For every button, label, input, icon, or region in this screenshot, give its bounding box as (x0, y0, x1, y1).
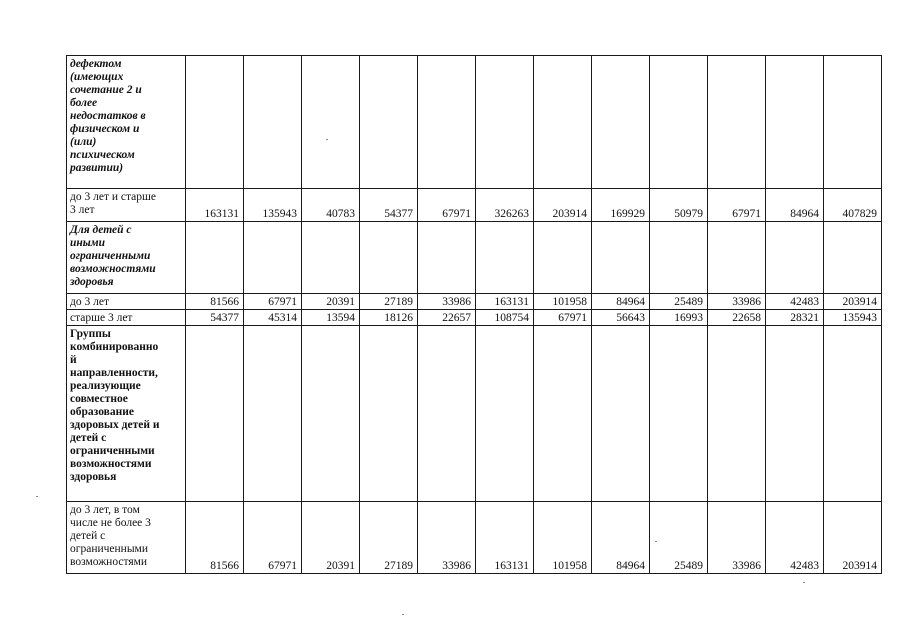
value-cell: 84964 (592, 294, 650, 310)
value-cell (766, 56, 824, 189)
table-row (67, 294, 882, 310)
row-label: дефектом (имеющих сочетание 2 и более недостатков в физическом и (или) психическом развитии) (70, 58, 146, 174)
value-cell: 407829 (824, 189, 882, 222)
value-cell: 101958 (534, 502, 592, 574)
value-cell (766, 222, 824, 294)
value-cell: 56643 (592, 310, 650, 326)
value-cell: 101958 (534, 294, 592, 310)
value-cell (418, 222, 476, 294)
value-cell: 42483 (766, 502, 824, 574)
table-row (67, 326, 882, 502)
value-cell: 326263 (476, 189, 534, 222)
value-cell (244, 56, 302, 189)
value-cell (534, 326, 592, 502)
value-cell (650, 56, 708, 189)
value-cell (708, 326, 766, 502)
value-cell (418, 56, 476, 189)
table-row (67, 56, 882, 189)
value-cell (650, 222, 708, 294)
row-label: Для детей с иными ограниченными возможностями здоровья (70, 224, 156, 288)
value-cell: 67971 (418, 189, 476, 222)
row-label-cell (67, 56, 186, 189)
value-cell: 27189 (360, 502, 418, 574)
value-cell (824, 56, 882, 189)
scan-speck (655, 541, 657, 542)
row-label-cell (67, 310, 186, 326)
value-cell (592, 222, 650, 294)
value-cell: 13594 (302, 310, 360, 326)
value-cell (186, 326, 244, 502)
value-cell (824, 326, 882, 502)
value-cell (476, 326, 534, 502)
value-cell: 33986 (418, 502, 476, 574)
scan-speck (36, 496, 38, 497)
value-cell: 33986 (708, 294, 766, 310)
value-cell: 203914 (824, 502, 882, 574)
value-cell: 18126 (360, 310, 418, 326)
value-cell: 108754 (476, 310, 534, 326)
value-cell (534, 56, 592, 189)
value-cell: 84964 (766, 189, 824, 222)
tariff-table (66, 55, 882, 574)
table-row (67, 222, 882, 294)
value-cell: 42483 (766, 294, 824, 310)
scan-speck (803, 582, 805, 583)
value-cell: 22657 (418, 310, 476, 326)
value-cell: 67971 (534, 310, 592, 326)
value-cell (650, 326, 708, 502)
value-cell (302, 326, 360, 502)
value-cell: 50979 (650, 189, 708, 222)
row-label: до 3 лет и старше 3 лет (70, 191, 156, 216)
value-cell: 54377 (186, 310, 244, 326)
row-label: старше 3 лет (70, 312, 133, 324)
value-cell: 135943 (824, 310, 882, 326)
value-cell (186, 56, 244, 189)
value-cell: 163131 (476, 294, 534, 310)
value-cell (476, 56, 534, 189)
value-cell (766, 326, 824, 502)
value-cell: 163131 (476, 502, 534, 574)
table-row (67, 189, 882, 222)
value-cell: 25489 (650, 294, 708, 310)
value-cell (302, 222, 360, 294)
value-cell: 33986 (418, 294, 476, 310)
value-cell (476, 222, 534, 294)
value-cell: 67971 (708, 189, 766, 222)
value-cell: 84964 (592, 502, 650, 574)
table-row (67, 310, 882, 326)
value-cell: 22658 (708, 310, 766, 326)
value-cell: 27189 (360, 294, 418, 310)
value-cell: 20391 (302, 294, 360, 310)
value-cell: 16993 (650, 310, 708, 326)
value-cell (360, 56, 418, 189)
value-cell: 20391 (302, 502, 360, 574)
value-cell: 28321 (766, 310, 824, 326)
value-cell: 203914 (534, 189, 592, 222)
value-cell: 33986 (708, 502, 766, 574)
value-cell (360, 326, 418, 502)
row-label: Группы комбинированно й направленности, реализующие совместное образование здоровых детей и детей с ограниченными возможностями здоровья (70, 328, 160, 483)
scan-speck (402, 614, 404, 615)
value-cell (302, 56, 360, 189)
value-cell (360, 222, 418, 294)
value-cell (592, 56, 650, 189)
row-label-cell (67, 326, 186, 502)
value-cell: 25489 (650, 502, 708, 574)
value-cell (824, 222, 882, 294)
row-label: до 3 лет (70, 296, 109, 308)
row-label: до 3 лет, в том числе не более 3 детей с ограниченными возможностями (70, 504, 151, 568)
table-row (67, 502, 882, 574)
value-cell (592, 326, 650, 502)
value-cell (708, 222, 766, 294)
row-label-cell (67, 502, 186, 574)
row-label-cell (67, 222, 186, 294)
value-cell: 81566 (186, 502, 244, 574)
value-cell: 67971 (244, 502, 302, 574)
value-cell: 45314 (244, 310, 302, 326)
value-cell (244, 326, 302, 502)
value-cell: 135943 (244, 189, 302, 222)
row-label-cell (67, 294, 186, 310)
value-cell: 163131 (186, 189, 244, 222)
value-cell (534, 222, 592, 294)
value-cell: 54377 (360, 189, 418, 222)
row-label-cell (67, 189, 186, 222)
value-cell (186, 222, 244, 294)
value-cell: 203914 (824, 294, 882, 310)
value-cell (244, 222, 302, 294)
scan-speck (326, 139, 328, 140)
value-cell: 169929 (592, 189, 650, 222)
value-cell (708, 56, 766, 189)
value-cell: 67971 (244, 294, 302, 310)
value-cell: 40783 (302, 189, 360, 222)
value-cell: 81566 (186, 294, 244, 310)
value-cell (418, 326, 476, 502)
